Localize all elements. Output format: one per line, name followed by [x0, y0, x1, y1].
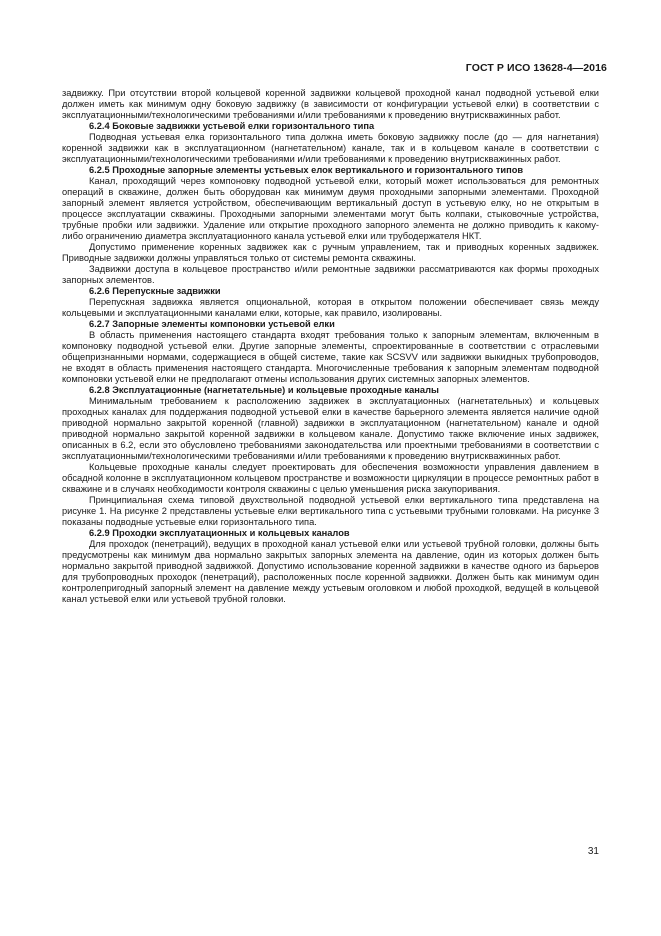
section-heading: 6.2.5 Проходные запорные элементы устьевых елок вертикального и горизонтального типов	[89, 165, 524, 175]
section-heading: 6.2.6 Перепускные задвижки	[89, 286, 221, 296]
paragraph: В область применения настоящего стандарта входят требования только к запорным элементам, включенным в компоновку подводной устьевой елки. Другие запорные элементы, спроектированные в соответствии с отраслевыми общепризнанными нормами, содержащиеся в общей системе, такие как SCSVV или задвижки выкидных трубопроводов, не входят в область применения настоящего стандарта. Многочисленные требования к запорным элементам подводной компоновки устьевой елки не предполагают отмены использования других системных запорных элементов.	[62, 330, 599, 384]
paragraph: Подводная устьевая елка горизонтального типа должна иметь боковую задвижку после (до — для нагнетания) коренной задвижки как в эксплуатационном (нагнетательном) канале, так и в кольцевом канале в соответствии с эксплуатационными/технологическими требованиями и/или требованиями к проведению внутрискважинных работ.	[62, 132, 599, 164]
section-heading: 6.2.9 Проходки эксплуатационных и кольцевых каналов	[89, 528, 350, 538]
paragraph: задвижку. При отсутствии второй кольцевой коренной задвижки кольцевой проходной канал подводной устьевой елки должен иметь как минимум одну боковую задвижку (в зависимости от конфигурации устьевой елки) в соответствии с эксплуатационными/технологическими требованиями и/или требованиями к проведению внутрискважинных работ.	[62, 88, 599, 120]
paragraph: Для проходок (пенетраций), ведущих в проходной канал устьевой елки или устьевой трубной головки, должны быть предусмотрены как минимум два нормально закрытых запорных элемента на давление, один из которых должен быть нормально закрытой приводной задвижкой. Допустимо использование коренной задвижки в качестве одного из барьеров для трубопроводных проходок (пенетраций), расположенных после коренной задвижки. Должен быть как минимум один контролепригодный запорный элемент на давление между устьевым оголовком и любой проходкой, ведущей в кольцевой канал устьевой елки или устьевой трубной головки.	[62, 539, 599, 604]
paragraph: Задвижки доступа в кольцевое пространство и/или ремонтные задвижки рассматриваются как формы проходных запорных элементов.	[62, 264, 599, 285]
paragraph: Принципиальная схема типовой двухствольной подводной устьевой елки вертикального типа представлена на рисунке 1. На рисунке 2 представлены устьевые елки вертикального типа с устьевыми трубными головками. На рисунке 3 показаны подводные устьевые елки горизонтального типа.	[62, 495, 599, 527]
paragraph: Минимальным требованием к расположению задвижек в эксплуатационных (нагнетательных) и кольцевых проходных каналах для поддержания подводной устьевой елки в качестве барьерного элемента является наличие одной приводной нормально закрытой коренной (главной) задвижки в эксплуатационном (нагнетательном) канале и одной приводной нормально закрытой коренной задвижки в кольцевом канале. Допустимо также включение иных задвижек, описанных в 6.2, если это обусловлено требованиями законодательства или проектными требованиями в соответствии с эксплуатационными/технологическими требованиями и/или требованиями к проведению внутрискважинных работ.	[62, 396, 599, 461]
paragraph: Кольцевые проходные каналы следует проектировать для обеспечения возможности управления давлением в обсадной колонне в эксплуатационном кольцевом пространстве и возможности циркуляции в процессе ремонтных работ в скважине и в случаях необходимости контроля скважины с целью уменьшения риска закупоривания.	[62, 462, 599, 494]
document-header: ГОСТ Р ИСО 13628-4—2016	[465, 62, 607, 74]
page-number: 31	[587, 846, 599, 857]
paragraph: Канал, проходящий через компоновку подводной устьевой елки, который может использоваться для ремонтных операций в скважине, должен быть оборудован как минимум двумя проходными запорными элементами. Проходной запорный элемент является устройством, обеспечивающим вертикальный доступ в устьевую елку, но не открытым в процессе эксплуатации скважины. Проходными запорными элементами могут быть колпаки, стыковочные устройства, трубные пробки или задвижки. Удаление или открытие проходного запорного элемента не должно приводить к какому-либо ограничению диаметра эксплуатационного канала устьевой елки или трубодержателя НКТ.	[62, 176, 599, 241]
section-heading: 6.2.8 Эксплуатационные (нагнетательные) и кольцевые проходные каналы	[89, 385, 439, 395]
paragraph: Допустимо применение коренных задвижек как с ручным управлением, так и приводных коренных задвижек. Приводные задвижки должны управляться только от системы ремонта скважины.	[62, 242, 599, 263]
section-heading: 6.2.4 Боковые задвижки устьевой елки горизонтального типа	[89, 121, 375, 131]
paragraph: Перепускная задвижка является опциональной, которая в открытом положении обеспечивает связь между кольцевыми и эксплуатационными каналами елки, которые, как правило, изолированы.	[62, 297, 599, 318]
document-body	[62, 88, 599, 605]
section-heading: 6.2.7 Запорные элементы компоновки устьевой елки	[89, 319, 335, 329]
